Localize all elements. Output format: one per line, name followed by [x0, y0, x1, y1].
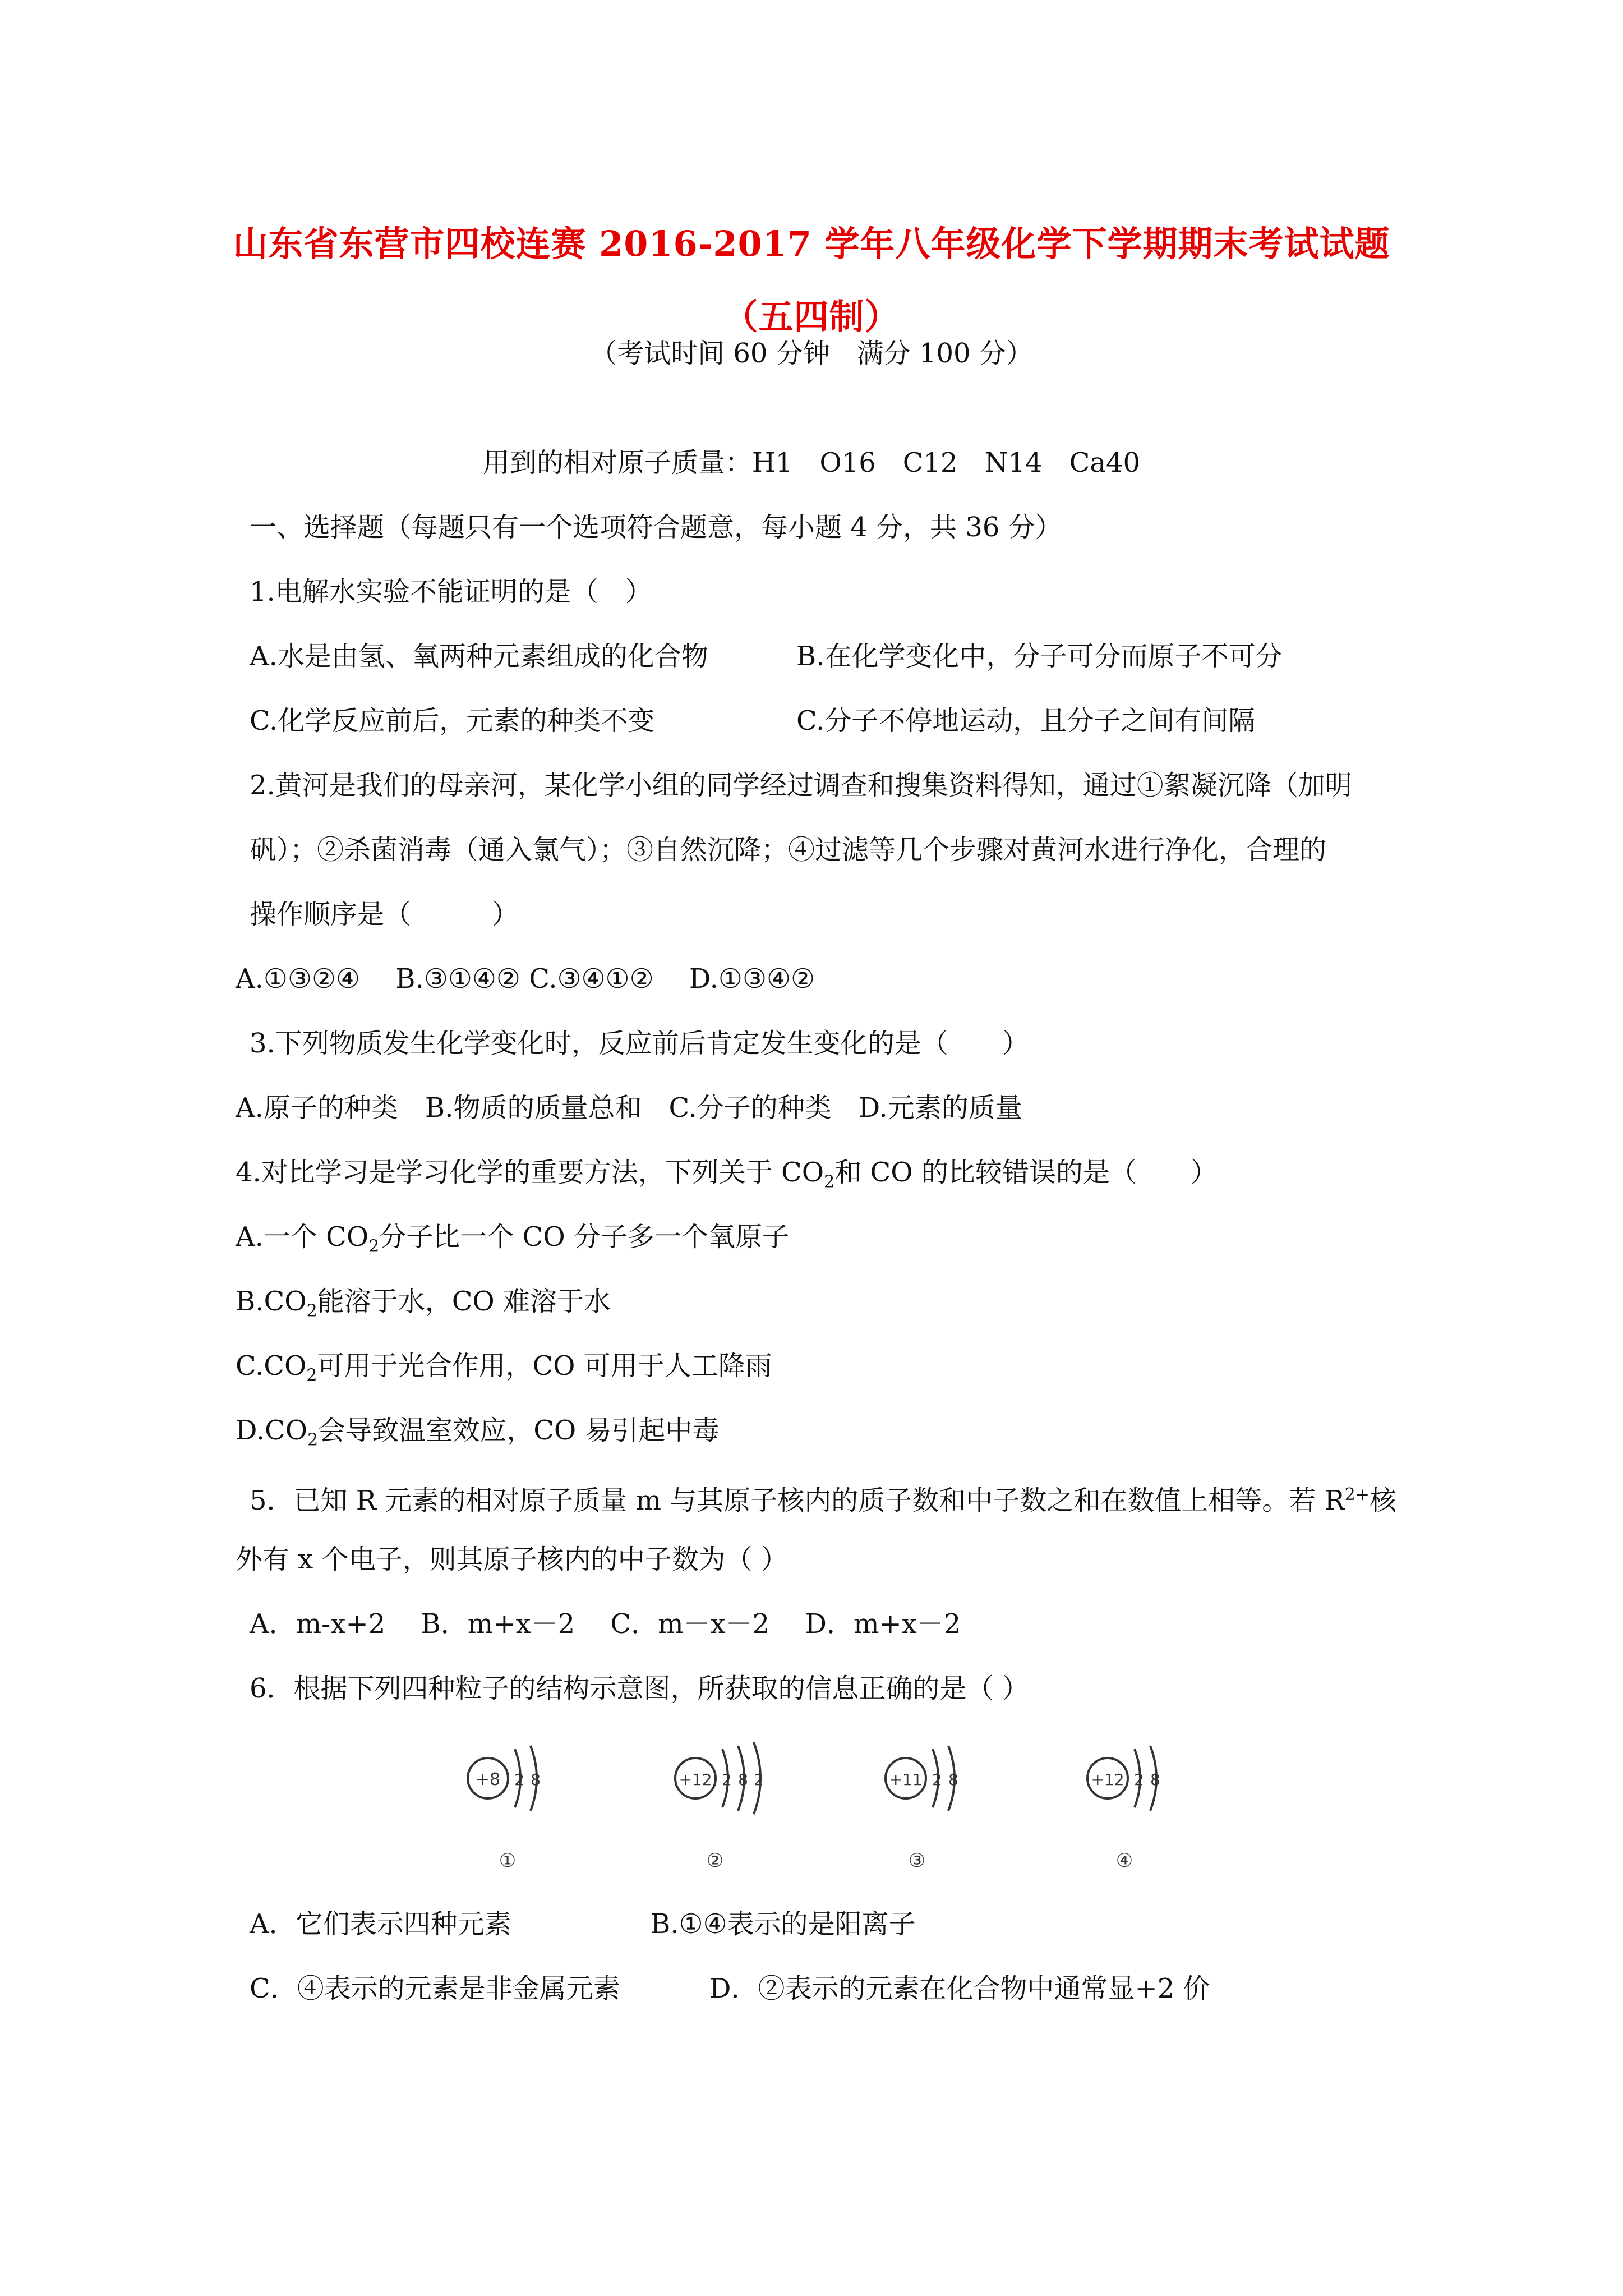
q6-option-d: D．②表示的元素在化合物中通常显+2 价	[709, 1973, 1210, 2004]
q4-option-a	[236, 1220, 789, 1264]
q6-option-a: A．它们表示四种元素	[250, 1908, 511, 1940]
q6-stem: 6．根据下列四种粒子的结构示意图，所获取的信息正确的是（ ）	[250, 1673, 1029, 1704]
q4-d-text-b: 会导致温室效应，CO 易引起中毒	[318, 1415, 720, 1446]
nucleus-charge: +8	[475, 1770, 501, 1789]
q1-option-d: C.分子不停地运动，且分子之间有间隔	[796, 705, 1256, 737]
q4-b-text-a: B.CO	[236, 1286, 307, 1317]
q4-a-text-b: 分子比一个 CO 分子多一个氧原子	[379, 1221, 789, 1253]
q4-stem-subscript: 2	[824, 1172, 835, 1192]
diagram-label: ④	[1115, 1849, 1133, 1872]
shell-electrons: 2	[754, 1770, 764, 1789]
atom-diagram-2	[667, 1733, 802, 1881]
q3-options: A.原子的种类 B.物质的质量总和 C.分子的种类 D.元素的质量	[236, 1092, 1022, 1124]
q4-b-subscript: 2	[306, 1301, 317, 1321]
section1-header: 一、选择题（每题只有一个选项符合题意，每小题 4 分，共 36 分）	[250, 512, 1062, 543]
shell-electrons: 2	[514, 1770, 524, 1789]
q2-options: A.①③②④ B.③①④② C.③④①② D.①③④②	[236, 963, 815, 995]
q4-stem-text-b: 和 CO 的比较错误的是（ ）	[834, 1157, 1218, 1188]
shell-electrons: 2	[932, 1770, 942, 1789]
shell-electrons: 8	[1150, 1770, 1160, 1789]
nucleus-charge: +11	[889, 1770, 923, 1789]
exam-title-line1: 山东省东营市四校连赛 2016-2017 学年八年级化学下学期期末考试试题	[233, 223, 1390, 264]
q3-stem: 3.下列物质发生化学变化时，反应前后肯定发生变化的是（ ）	[250, 1028, 1029, 1059]
q1-stem: 1.电解水实验不能证明的是（ ）	[250, 576, 652, 608]
q5-options: A．m-x+2 B．m+x－2 C．m－x－2 D．m+x－2	[250, 1608, 961, 1640]
q4-c-text-b: 可用于光合作用，CO 可用于人工降雨	[317, 1350, 772, 1382]
q4-a-subscript: 2	[368, 1236, 380, 1257]
q2-stem-line3: 操作顺序是（ ）	[250, 899, 519, 930]
diagram-label: ②	[706, 1849, 724, 1872]
atom-diagram-3	[878, 1733, 1001, 1881]
atom-diagram-1	[460, 1733, 583, 1881]
shell-electrons: 8	[948, 1770, 958, 1789]
q1-option-a: A.水是由氢、氧两种元素组成的化合物	[250, 641, 708, 672]
atom-diagram-3-svg	[878, 1733, 1001, 1879]
shell-electrons: 2	[1134, 1770, 1144, 1789]
nucleus-charge: +12	[679, 1770, 712, 1789]
q4-option-c	[236, 1349, 772, 1393]
atom-diagram-1-svg	[460, 1733, 583, 1879]
q4-option-b	[236, 1285, 611, 1328]
q2-stem-line2: 矾）；②杀菌消毒（通入氯气）；③自然沉降；④过滤等几个步骤对黄河水进行净化，合理的	[250, 834, 1327, 866]
q4-c-subscript: 2	[306, 1365, 317, 1386]
q4-a-text-a: A.一个 CO	[236, 1221, 369, 1253]
q4-option-d	[236, 1414, 720, 1457]
q4-b-text-b: 能溶于水，CO 难溶于水	[317, 1286, 611, 1317]
q1-option-b: B.在化学变化中，分子可分而原子不可分	[796, 641, 1283, 672]
q1-option-c: C.化学反应前后，元素的种类不变	[250, 705, 655, 737]
atomic-masses: 用到的相对原子质量：H1 O16 C12 N14 Ca40	[482, 447, 1141, 478]
atom-structure-diagrams	[0, 1733, 1623, 1879]
q5-superscript: 2+	[1344, 1485, 1370, 1504]
q6-option-b: B.①④表示的是阳离子	[651, 1908, 916, 1940]
q4-d-text-a: D.CO	[236, 1415, 308, 1446]
shell-electrons: 8	[531, 1770, 541, 1789]
exam-title-line2: （五四制）	[723, 296, 900, 337]
q4-d-subscript: 2	[307, 1430, 319, 1450]
shell-electrons: 8	[738, 1770, 748, 1789]
exam-info: （考试时间 60 分钟 满分 100 分）	[590, 338, 1033, 369]
q4-stem	[236, 1156, 1218, 1199]
q5-text-a: 5．已知 R 元素的相对原子质量 m 与其原子核内的质子数和中子数之和在数值上相等。若 R	[250, 1485, 1345, 1516]
q4-c-text-a: C.CO	[236, 1350, 307, 1382]
q5-stem-line1	[250, 1478, 1396, 1517]
q5-text-b: 核	[1369, 1485, 1396, 1516]
shell-electrons: 2	[722, 1770, 732, 1789]
q6-option-c: C．④表示的元素是非金属元素	[250, 1973, 620, 2004]
q5-stem-line2: 外有 x 个电子，则其原子核内的中子数为（ ）	[236, 1544, 788, 1575]
atom-diagram-4-svg	[1080, 1733, 1203, 1879]
nucleus-charge: +12	[1091, 1770, 1124, 1789]
diagram-label: ③	[908, 1849, 926, 1872]
atom-diagram-4	[1080, 1733, 1203, 1881]
atom-diagram-2-svg	[667, 1733, 802, 1879]
q2-stem-line1: 2.黄河是我们的母亲河，某化学小组的同学经过调查和搜集资料得知，通过①絮凝沉降（加明	[250, 770, 1352, 801]
diagram-label: ①	[499, 1849, 517, 1872]
q4-stem-text-a: 4.对比学习是学习化学的重要方法，下列关于 CO	[236, 1157, 824, 1188]
